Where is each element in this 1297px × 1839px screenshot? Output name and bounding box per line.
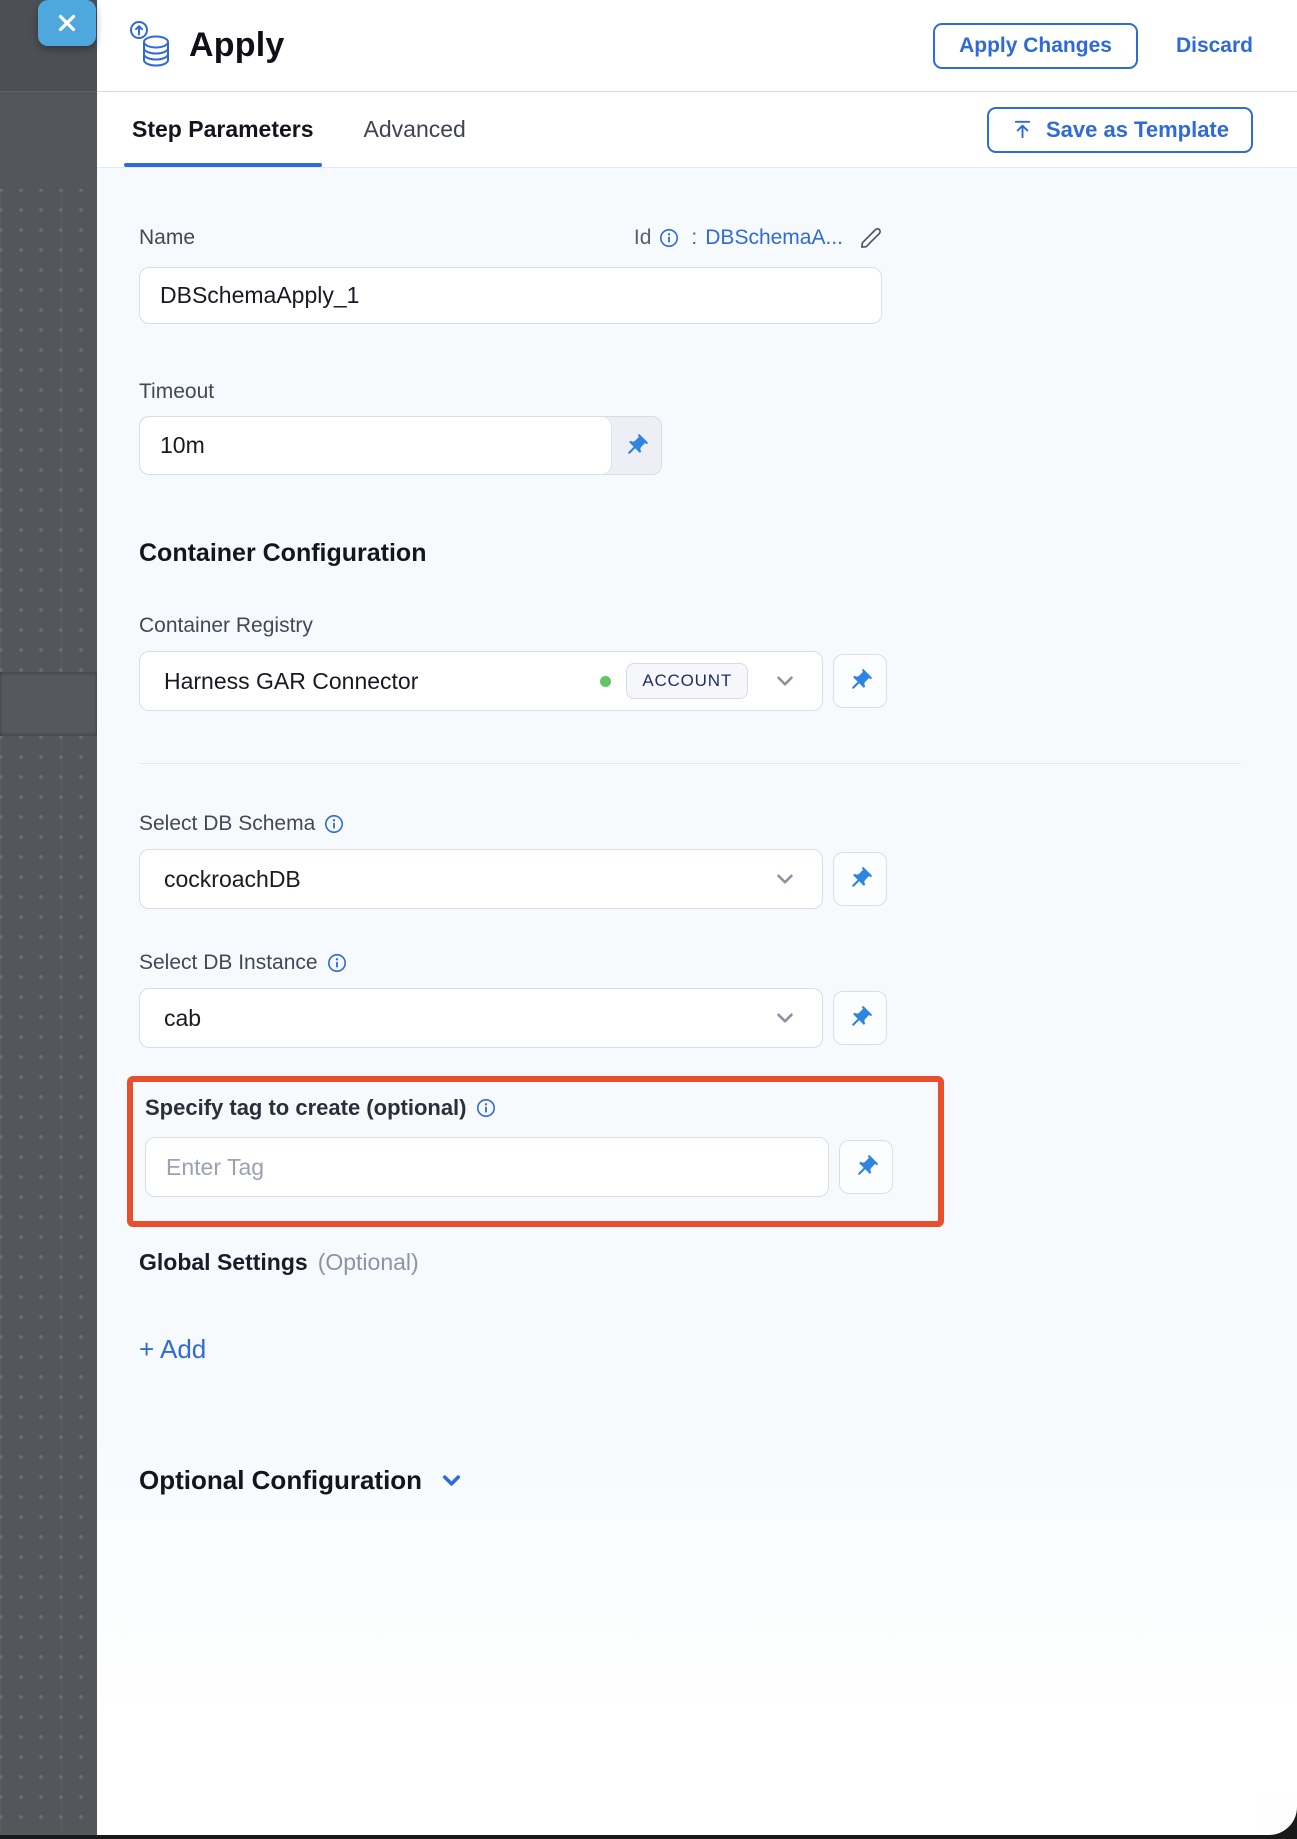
apply-changes-button[interactable]: Apply Changes: [933, 23, 1138, 69]
connector-status-dot: [600, 676, 611, 687]
form-body: [97, 168, 1297, 1835]
pin-icon: [853, 1154, 879, 1180]
save-as-template-label: Save as Template: [1045, 116, 1229, 142]
close-button[interactable]: [38, 0, 96, 46]
db-schema-label: Select DB Schema: [139, 812, 316, 835]
step-config-panel: [97, 0, 1297, 1835]
pin-button[interactable]: [611, 417, 661, 474]
chevron-down-icon: [772, 866, 798, 892]
tag-input[interactable]: [145, 1137, 829, 1197]
x-icon: [54, 10, 80, 36]
chevron-down-icon: [772, 1005, 798, 1031]
section-divider: [139, 763, 1241, 764]
pin-icon: [847, 668, 873, 694]
db-instance-label: Select DB Instance: [139, 951, 318, 974]
section-heading-container-configuration: Container Configuration: [139, 539, 427, 567]
save-as-template-button[interactable]: [987, 107, 1253, 153]
global-settings-optional-suffix: (Optional): [317, 1249, 419, 1275]
info-icon[interactable]: [476, 1098, 496, 1118]
db-schema-value: cockroachDB: [164, 865, 301, 892]
scope-badge: ACCOUNT: [626, 663, 748, 699]
canvas-stage-band: [0, 672, 97, 736]
container-registry-label: Container Registry: [139, 614, 313, 637]
upload-icon: [1011, 118, 1034, 141]
container-registry-select[interactable]: [139, 651, 823, 711]
canvas-dot-grid: [0, 189, 97, 672]
tag-field-highlight-box: [127, 1076, 944, 1227]
info-icon[interactable]: [327, 953, 347, 973]
pin-icon: [847, 866, 873, 892]
add-button[interactable]: + Add: [139, 1334, 207, 1364]
tab-bar: [97, 92, 1297, 168]
id-separator: :: [691, 226, 698, 249]
tag-label: Specify tag to create (optional): [145, 1095, 467, 1120]
timeout-input[interactable]: [140, 417, 611, 474]
name-label: Name: [139, 226, 196, 249]
pin-icon: [847, 1005, 873, 1031]
pin-button[interactable]: [839, 1140, 893, 1194]
optional-configuration-label: Optional Configuration: [139, 1465, 423, 1495]
page-title: Apply: [189, 26, 285, 64]
container-registry-value: Harness GAR Connector: [164, 667, 419, 694]
db-instance-value: cab: [164, 1004, 202, 1031]
info-icon[interactable]: [324, 814, 344, 834]
chevron-down-icon: [772, 668, 798, 694]
tab-advanced[interactable]: Advanced: [363, 116, 466, 142]
pin-button[interactable]: [833, 852, 887, 906]
canvas-second-band: [0, 92, 97, 189]
window-bottom-edge: [0, 1835, 1297, 1839]
pin-button[interactable]: [833, 654, 887, 708]
panel-header: [97, 0, 1297, 92]
pin-icon: [623, 433, 649, 459]
discard-button[interactable]: Discard: [1175, 33, 1253, 57]
window-corner: [1255, 1793, 1297, 1835]
pipeline-canvas-strip: [0, 0, 97, 1839]
database-upload-icon: [129, 20, 173, 72]
id-value[interactable]: DBSchemaA...: [705, 226, 843, 249]
optional-configuration-toggle[interactable]: [139, 1465, 1257, 1496]
name-input[interactable]: [139, 267, 882, 324]
canvas-dot-grid: [0, 736, 97, 1835]
info-icon[interactable]: [659, 228, 679, 248]
db-schema-select[interactable]: [139, 849, 823, 909]
chevron-down-icon: [438, 1467, 465, 1494]
pin-button[interactable]: [833, 991, 887, 1045]
db-instance-select[interactable]: [139, 988, 823, 1048]
timeout-label: Timeout: [139, 380, 215, 403]
pencil-icon[interactable]: [859, 227, 882, 250]
id-label: Id: [633, 226, 652, 249]
global-settings-label: Global Settings: [139, 1249, 308, 1275]
tab-step-parameters[interactable]: Step Parameters: [124, 92, 322, 167]
